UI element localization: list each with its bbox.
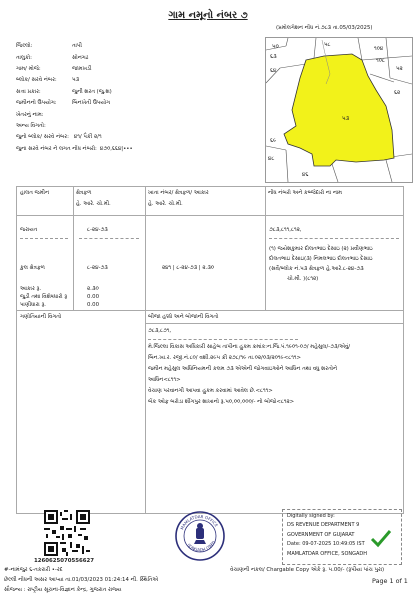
map-label: ૬૩	[270, 54, 277, 60]
encumbrance-line: ૭૮૩,૮૭૧,	[148, 328, 172, 334]
page-title: ગામ નમૂનો નંબર ૭	[168, 10, 248, 21]
row-jarayat-entries: ૭૮૩,૮૧૧,૮૧૨,	[269, 227, 302, 233]
signature-valid-check-icon	[369, 526, 393, 552]
info-label: ખેતરનું નામ:	[16, 111, 44, 118]
qr-code-graphic	[44, 510, 90, 556]
status-date-line: છેલ્લી નોંધની અસર આપ્યા તા.01/03/2023 01:24:14 ની. સ્થિતિએ	[4, 577, 159, 583]
owner-line: (૧) જયેશકુમાર દોલતભાઇ દેસાઇ (૨) પ્રવીણભાઇ	[269, 246, 373, 252]
promulgation-note: (પ્રમોલગેશન નોંધ નં.૭૮૩ તા.05/03/2025)	[276, 25, 373, 31]
row-jarayat-area: ૮-૨૪-૭૩	[87, 227, 108, 233]
encumbrance-line: આધિન<૮૧૧>	[148, 377, 181, 383]
legend-line: #-નામંજુર ૬-તકરારી •-રદ	[4, 567, 63, 573]
info-value: તાપી	[72, 43, 82, 50]
tenant-details-label: ગણોતિયાની વિગતો	[20, 314, 62, 320]
row-khata-values: ૨૪૧ | ૮-૨૪-૭૩ | ૨.૩૦	[162, 265, 215, 271]
map-label: ૫૦	[272, 44, 279, 50]
office-seal	[174, 510, 226, 562]
info-value: ૪૧/ પૈકી ૨/૧	[73, 134, 102, 141]
info-label: તાલુકો:	[16, 54, 32, 61]
info-value: જુની શરત (જુ.શ)	[72, 88, 112, 95]
info-row-landuse	[16, 98, 256, 109]
owner-line: (સર્વે/બ્લોક નં.૫૩ ક્ષેત્રફળ હે.આરે.૮-૨૪-૭૩	[269, 266, 364, 272]
info-row-old-survey	[16, 132, 256, 143]
map-label: ૪૬	[302, 172, 309, 178]
map-label: ૬૪	[270, 68, 277, 74]
signature-line: MAMLATDAR OFFICE, SONGADH	[287, 550, 368, 557]
info-value: જામખડી	[72, 65, 92, 72]
info-label: જમીનનો ઉપયોગ:	[16, 100, 57, 107]
signature-line: Date: 09-07-2025 10:49:05 IST	[287, 541, 365, 548]
info-row-survey	[16, 75, 256, 86]
info-label: બ્લોક/ સરવે નંબર:	[16, 77, 57, 84]
info-label: જિલ્લો:	[16, 43, 33, 50]
info-value: સોનગઢ	[72, 54, 89, 61]
map-label: ૧૦૮	[376, 58, 385, 64]
owner-line: ચો.મી. )(૮૧૨)	[287, 276, 319, 282]
row-total-label: કુલ ક્ષેત્રફળ	[20, 265, 45, 271]
row-judi-label: જુડી તથા વિશેષધારો રૂ	[20, 294, 68, 300]
row-assessment-label: આકાર રૂ.	[20, 286, 42, 292]
land-record-table	[16, 186, 404, 514]
row-total-area: ૮-૨૪-૭૩	[87, 265, 108, 271]
row-judi-value: 0.00	[87, 294, 100, 300]
survey-map-drawing	[266, 38, 412, 182]
info-value: ૫૩	[72, 77, 80, 84]
qr-code	[44, 510, 90, 556]
map-label: ૬૨	[394, 90, 401, 96]
map-label: ૪૮	[268, 156, 275, 162]
encumbrance-line: વેચાણ પરવાનગી આપવા હુકમ કરવામાં આવેલ છે.<૮૧૧>	[148, 388, 273, 394]
map-label: ૬૯	[270, 138, 277, 144]
info-row-village	[16, 64, 256, 75]
courtesy-line: સૌજન્ય : રાષ્ટ્રીય સૂચના-વિજ્ઞાન કેન્દ્ર, ગુજરાત રાજ્ય	[4, 587, 122, 593]
row-jarayat-label: જરાયત	[20, 227, 38, 233]
map-label: ૫૩	[342, 116, 350, 122]
info-row-old-entries	[16, 144, 256, 155]
encumbrance-line: જમીન મહેસુલ અધિનિયમની કલમ ૭૩ એએની જોગવાઇઓને આધિન તથા વધુ શરતોને	[148, 366, 338, 372]
rights-encumbrances-label: બીજા હક્કો અને બોજાની વિગતો	[148, 314, 219, 320]
header-entries-owners: નોંધ નંબરો અને કબ્જેદારો ના નામ	[268, 190, 342, 196]
encumbrance-line: બિન.ખા.ર. રજી.નં.૮૦/ વશી.૨૯૫ ક્રી ૨૭૮/૧૯ તા.૦૨/૦૩/૨૦૧૯<૮૧૧>	[148, 355, 302, 361]
digital-signature-box	[282, 509, 402, 565]
land-info-list	[16, 41, 256, 155]
header-land-status: હાલત જમીન	[20, 190, 49, 196]
header-area-units: હે. આરે. ચો.મી.	[76, 201, 111, 207]
survey-map	[265, 37, 413, 183]
seal-top-text: MAMLATDAR OFFICE	[179, 513, 220, 531]
row-water-label: પાણીધારા રૂ.	[20, 302, 47, 308]
row-assessment-value: ૨.૩૦	[87, 286, 99, 292]
signature-line: DS REVENUE DEPARTMENT 9	[287, 522, 360, 529]
info-row-district	[16, 41, 256, 52]
row-water-value: 0.00	[87, 302, 100, 308]
info-label: જુના સરવે નંબર ને લગત નોંધ નંબરો:	[16, 145, 97, 152]
info-label: અન્ય વિગતો:	[16, 122, 46, 129]
office-seal-graphic	[174, 510, 226, 562]
info-row-taluka	[16, 52, 256, 63]
info-label: સત્તા પ્રકાર:	[16, 88, 41, 95]
header-khata-units: હે. આરે. ચો.મી.	[148, 201, 183, 207]
signature-line: Digitally signed by:	[287, 513, 335, 519]
header-khata: ખાતા નંબર/ ક્ષેત્રફળ/ આકાર	[148, 190, 209, 196]
seal-bottom-text: SONGADH (TAPI)	[186, 539, 217, 553]
info-row-field-name	[16, 109, 256, 120]
map-label: ૫૨	[396, 66, 403, 72]
qr-number: 1260625070556627	[34, 558, 95, 564]
encumbrance-line: બેંક ઓફ બરોડા શીંગપુર શાખાનો રૂ.૫૦,૦૦,૦૦૦/- નો બોજો<૮૧૨>	[148, 399, 295, 405]
encumbrance-line: મે.જિલ્લા વિકાસ અધિકારી સાહેબ તાપીના હુકમ ક્રમાંક:ન.જિ.પં.૧૯૦૧-૦૭/ મહેસુલ/-૭૩/એવું/	[148, 344, 351, 350]
info-row-other	[16, 121, 256, 132]
info-value: ૪૭૦,૬૬૪|•••	[99, 145, 133, 152]
map-label: ૫૮	[324, 42, 331, 48]
map-label: ૧૦૪	[374, 46, 384, 52]
copy-fee-note: વેચાણની નકલ/ Chargable Copy એકે રૂ. ૫.00/- (રૂપીયા પાંચ પુરા)	[230, 567, 385, 573]
header-area: ક્ષેત્રફળ	[76, 190, 92, 196]
owner-line: દોલતભાઇ દેસાઇ(૩) નિમલભાઇ દોલતભાઇ દેસાઇ	[269, 256, 373, 262]
info-value: બિનખેતી ઉપયોગ	[72, 100, 111, 107]
info-row-tenure	[16, 87, 256, 98]
info-label: જુનો બ્લોક/ સરવે નંબર:	[16, 134, 69, 141]
page-number: Page 1 of 1	[372, 577, 408, 585]
signature-line: GOVERNMENT OF GUJARAT	[287, 531, 355, 538]
info-label: ગામ/ મોજે:	[16, 65, 41, 72]
